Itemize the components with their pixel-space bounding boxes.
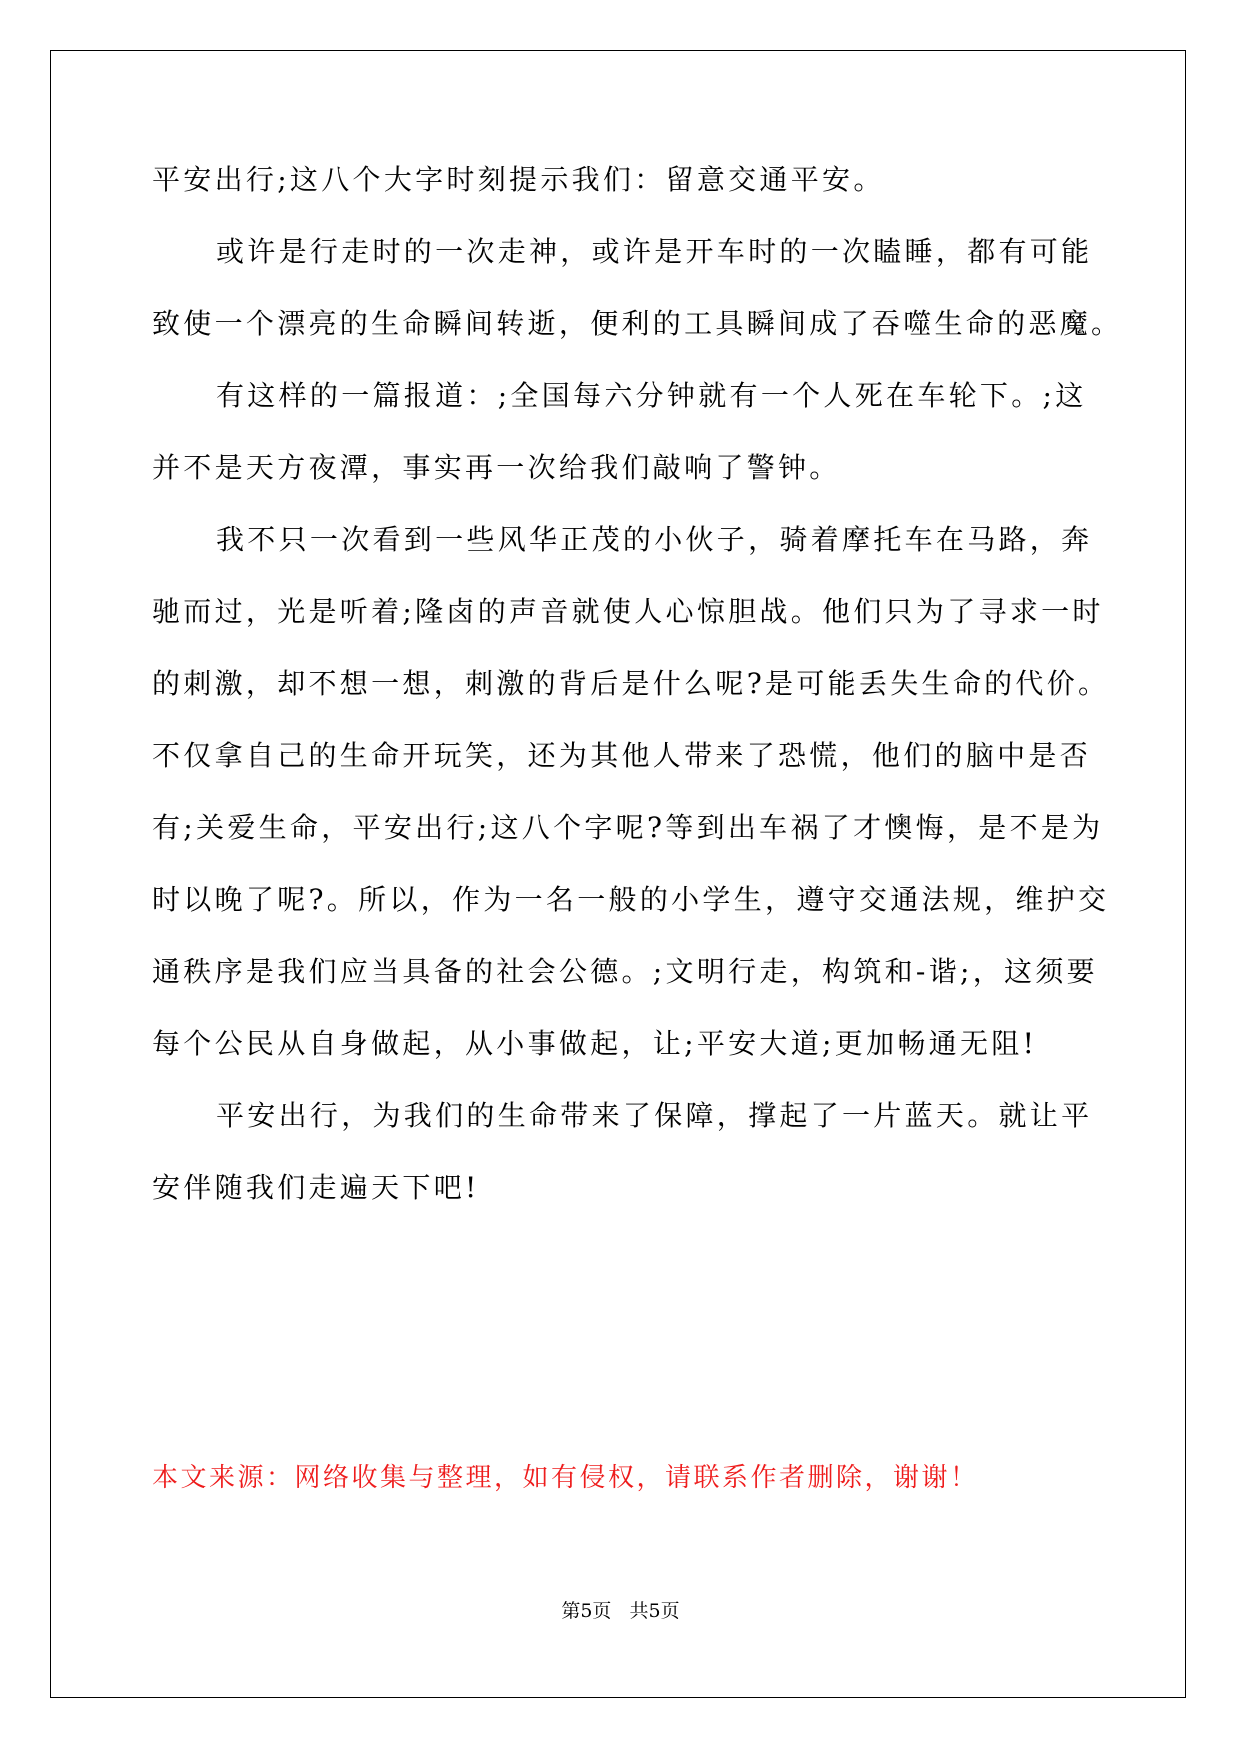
- paragraph-line-7: 驰而过，光是听着;隆卤的声音就使人心惊胆战。他们只为了寻求一时: [152, 595, 1104, 628]
- paragraph-line-14: 平安出行，为我们的生命带来了保障，撑起了一片蓝天。就让平: [216, 1099, 1093, 1132]
- paragraph-line-1: 平安出行;这八个大字时刻提示我们：留意交通平安。: [152, 163, 885, 196]
- page-frame: [50, 50, 1186, 1698]
- page-footer: 第5页 共5页: [561, 1600, 680, 1622]
- source-note: 本文来源：网络收集与整理，如有侵权，请联系作者删除，谢谢！: [152, 1463, 979, 1493]
- paragraph-line-3: 致使一个漂亮的生命瞬间转逝，便利的工具瞬间成了吞噬生命的恶魔。: [152, 307, 1123, 340]
- paragraph-line-15: 安伴随我们走遍天下吧!: [152, 1171, 480, 1204]
- paragraph-line-8: 的刺激，却不想一想，刺激的背后是什么呢?是可能丢失生命的代价。: [152, 667, 1110, 700]
- paragraph-line-10: 有;关爱生命，平安出行;这八个字呢?等到出车祸了才懊悔，是不是为: [152, 811, 1104, 844]
- paragraph-line-4: 有这样的一篇报道：;全国每六分钟就有一个人死在车轮下。;这: [216, 379, 1087, 412]
- paragraph-line-11: 时以晚了呢?。所以，作为一名一般的小学生，遵守交通法规，维护交: [152, 883, 1110, 916]
- paragraph-line-9: 不仅拿自己的生命开玩笑，还为其他人带来了恐慌，他们的脑中是否: [152, 739, 1092, 772]
- paragraph-line-5: 并不是天方夜潭，事实再一次给我们敲响了警钟。: [152, 451, 841, 484]
- paragraph-line-12: 通秩序是我们应当具备的社会公德。;文明行走，构筑和-谐;，这须要: [152, 955, 1098, 988]
- paragraph-line-6: 我不只一次看到一些风华正茂的小伙子，骑着摩托车在马路，奔: [216, 523, 1093, 556]
- paragraph-line-13: 每个公民从自身做起，从小事做起，让;平安大道;更加畅通无阻!: [152, 1027, 1038, 1060]
- paragraph-line-2: 或许是行走时的一次走神，或许是开车时的一次瞌睡，都有可能: [216, 235, 1093, 268]
